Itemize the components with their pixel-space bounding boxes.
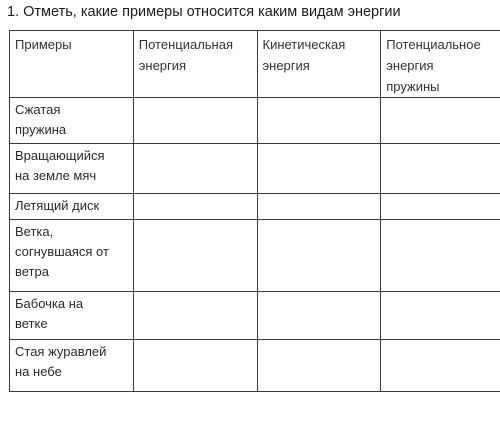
example-cell: Сжатая пружина — [10, 98, 134, 144]
potential-answer-cell[interactable] — [133, 340, 257, 392]
kinetic-answer-cell[interactable] — [257, 220, 381, 292]
example-cell: Летящий диск — [10, 194, 134, 220]
task-title: 1. Отметь, какие примеры относится каким видам энергии — [7, 4, 401, 20]
example-cell: Бабочка на ветке — [10, 292, 134, 340]
potential-answer-cell[interactable] — [133, 292, 257, 340]
spring-answer-cell[interactable] — [381, 194, 500, 220]
energy-table — [9, 30, 500, 392]
kinetic-answer-cell[interactable] — [257, 292, 381, 340]
example-cell: Вращающийся на земле мяч — [10, 144, 134, 194]
kinetic-answer-cell[interactable] — [257, 98, 381, 144]
kinetic-answer-cell[interactable] — [257, 340, 381, 392]
kinetic-answer-cell[interactable] — [257, 194, 381, 220]
example-cell: Ветка, согнувшаяся от ветра — [10, 220, 134, 292]
header-spring-potential-energy: Потенциальное энергия пружины — [381, 31, 500, 98]
potential-answer-cell[interactable] — [133, 98, 257, 144]
table-row — [10, 292, 500, 340]
header-examples: Примеры — [10, 31, 134, 98]
potential-answer-cell[interactable] — [133, 144, 257, 194]
header-kinetic-energy: Кинетическая энергия — [257, 31, 381, 98]
example-cell: Стая журавлей на небе — [10, 340, 134, 392]
spring-answer-cell[interactable] — [381, 340, 500, 392]
table-row — [10, 194, 500, 220]
potential-answer-cell[interactable] — [133, 220, 257, 292]
spring-answer-cell[interactable] — [381, 98, 500, 144]
table-row — [10, 144, 500, 194]
table-row — [10, 340, 500, 392]
kinetic-answer-cell[interactable] — [257, 144, 381, 194]
spring-answer-cell[interactable] — [381, 144, 500, 194]
table-header-row — [10, 31, 500, 98]
spring-answer-cell[interactable] — [381, 220, 500, 292]
spring-answer-cell[interactable] — [381, 292, 500, 340]
header-potential-energy: Потенциальная энергия — [133, 31, 257, 98]
table-row — [10, 98, 500, 144]
potential-answer-cell[interactable] — [133, 194, 257, 220]
table-row — [10, 220, 500, 292]
